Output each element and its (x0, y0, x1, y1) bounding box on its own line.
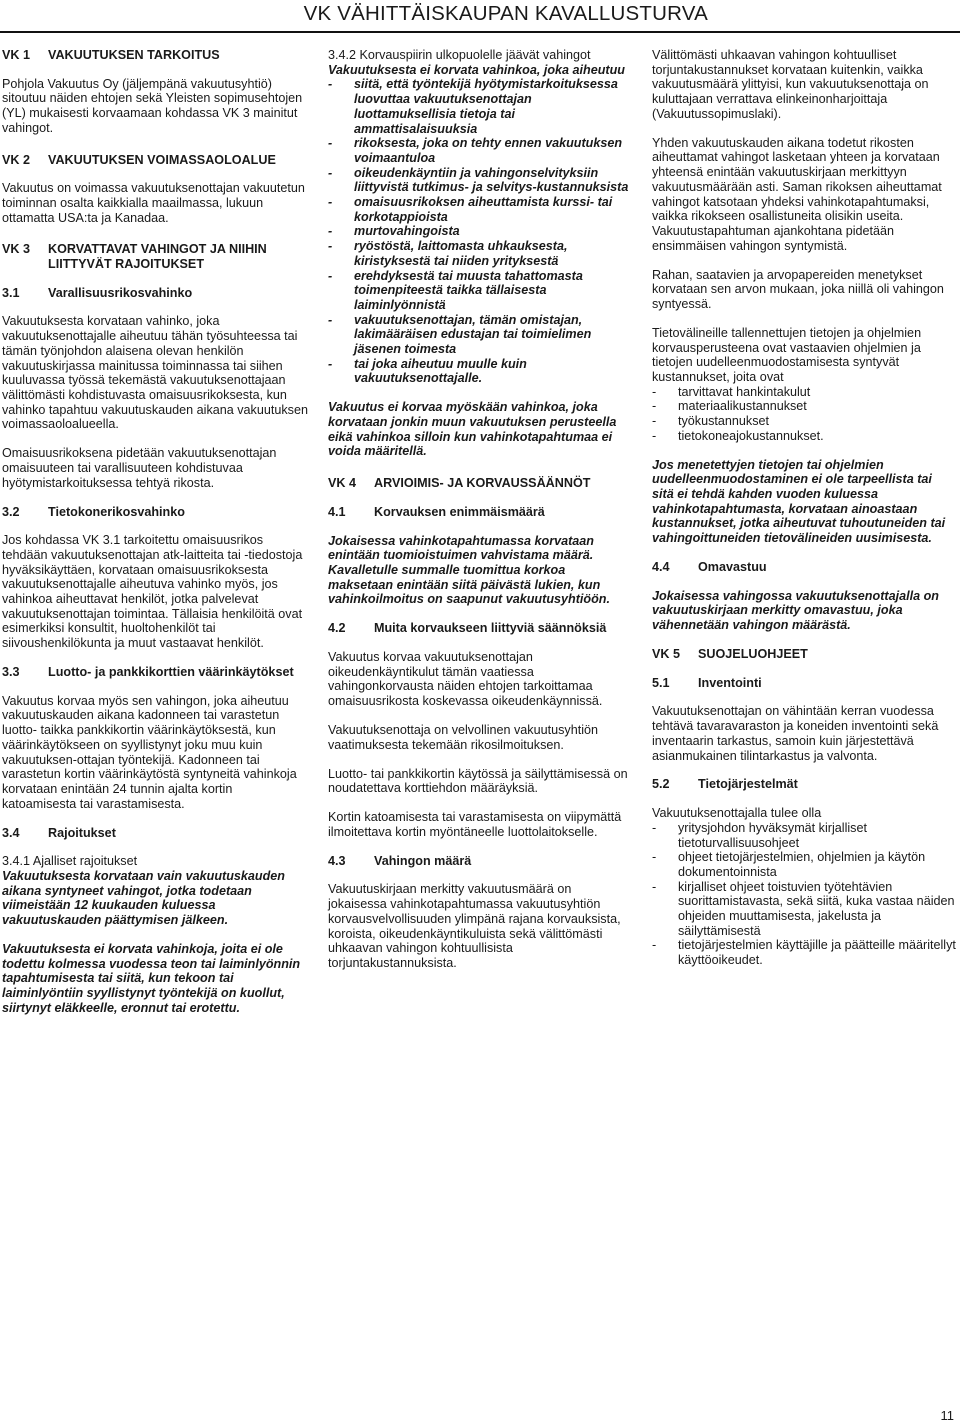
paragraph: Rahan, saatavien ja arvopapereiden menetykset korvataan sen arvon mukaan, joka niillä oli vahingon syntyessä. (652, 267, 944, 311)
heading-number: 4.1 (328, 504, 346, 519)
paragraph: Luotto- tai pankkikortin käytössä ja säilyttämisessä on noudatettava korttiehdon määräyksiä. (328, 766, 628, 796)
list-dash: - (328, 268, 333, 283)
heading-text: KORVATTAVAT VAHINGOT JA NIIHIN LIITTYVÄT RAJOITUKSET (48, 242, 267, 272)
heading-text: Tietokonerikosvahinko (48, 504, 185, 519)
paragraph-emphasis: Jokaisessa vahinkotapahtumassa korvataan enintään tuomioistuimen vahvistama määrä. Kavalletulle summalle tuomittua korkoa maksetaan enintään siitä päivästä lukien, kun vahinkoilmoitus on saapunut vakuutusyhtiöön. (328, 533, 610, 607)
heading-number: 5.2 (652, 777, 670, 792)
subsection-heading-4-2 (328, 621, 632, 636)
section-heading-vk2 (2, 153, 308, 168)
heading-number: VK 2 (2, 152, 30, 167)
heading-text: Muita korvaukseen liittyviä säännöksiä (374, 621, 607, 636)
list-item-text: murtovahingoista (354, 224, 460, 239)
page-header (0, 0, 960, 36)
page-number: 11 (940, 1408, 954, 1423)
list-dash: - (652, 820, 657, 835)
list-item-text: materiaalikustannukset (678, 399, 807, 414)
list-dash: - (328, 312, 333, 327)
subsection-heading-4-3 (328, 854, 632, 869)
list-item (652, 880, 957, 939)
list-dash: - (328, 136, 333, 151)
subsection-heading-3-1 (2, 286, 308, 301)
heading-text: Varallisuusrikosvahinko (48, 285, 193, 300)
list-item-text: omaisuusrikoksen aiheuttamista kurssi- tai korkotappioista (354, 195, 613, 224)
paragraph: Vakuutuksenottajan on vähintään kerran vuodessa tehtävä tavaravaraston ja koneiden inventointi sekä inventaarin tarkastus, samoin kuin järjestettävä asianmukainen tilintarkastus ja valvonta. (652, 704, 939, 763)
paragraph: Vakuutus korvaa vakuutuksenottajan oikeudenkäyntikulut tämän vaatiessa vahingonkorvausta näiden ehtojen tarkoittamaa omaisuusrikosta koskevassa oikeudenkäynnissä. (328, 649, 603, 709)
subsection-heading-4-1 (328, 505, 632, 520)
list-dash: - (652, 938, 657, 953)
list-dash: - (652, 879, 657, 894)
heading-number: VK 4 (328, 476, 356, 491)
heading-text: ARVIOIMIS- JA KORVAUSSÄÄNNÖT (374, 476, 591, 491)
list-item-text: rikoksesta, joka on tehty ennen vakuutuksen voimaantuloa (354, 136, 623, 165)
subsection-heading-5-1 (652, 676, 957, 691)
list-item-text: yritysjohdon hyväksymät kirjalliset tietoturvallisuusohjeet (678, 820, 867, 850)
heading-number: VK 5 (652, 647, 680, 662)
list-item-text: ryöstöstä, laittomasta uhkauksesta, kiristyksestä tai niiden yrityksestä (354, 239, 568, 268)
list-item-text: ohjeet tietojärjestelmien, ohjelmien ja käytön dokumentoinnista (678, 850, 926, 879)
subsection-label: 3.4.1 Ajalliset rajoitukset (2, 854, 138, 869)
list-item (652, 938, 957, 967)
subsection-heading-3-4 (2, 826, 308, 841)
column-left (2, 48, 308, 1030)
heading-text: Korvauksen enimmäismäärä (374, 504, 545, 519)
heading-number: 5.1 (652, 675, 670, 690)
heading-text: Luotto- ja pankkikorttien väärinkäytökset (48, 665, 294, 680)
subsection-label: 3.4.2 Korvauspiirin ulkopuolelle jäävät vahingot (328, 48, 591, 62)
list-dash: - (652, 399, 657, 414)
list-item (652, 385, 957, 400)
heading-text: SUOJELUOHJEET (698, 647, 808, 662)
section-heading-vk1 (2, 48, 308, 63)
section-heading-vk4 (328, 476, 632, 491)
heading-number: VK 1 (2, 48, 30, 62)
requirements-list (652, 821, 957, 968)
list-dash: - (328, 356, 333, 371)
list-item (328, 313, 632, 357)
paragraph-emphasis: Vakuutuksesta korvataan vain vakuutuskauden aikana syntyneet vahingot, jotka todetaan viimeistään 12 kuukauden kuluessa vakuutuskauden päättymisen jälkeen. (2, 868, 286, 928)
section-heading-vk3 (2, 242, 308, 271)
paragraph-emphasis: Vakuutus ei korvaa myöskään vahinkoa, joka korvataan jonkin muun vakuutuksen perusteella eikä vahinkoa silloin kun vahinkotapahtumaa ei voida määritellä. (328, 400, 617, 459)
subsection-heading-3-3 (2, 665, 308, 680)
heading-number: 4.2 (328, 621, 346, 636)
list-item (328, 357, 632, 386)
paragraph-emphasis: Vakuutuksesta ei korvata vahinkoja, joita ei ole todettu kolmessa vuodessa teon tai laiminlyönnin tapahtumisesta tai siitä, kun tekoon tai laiminlyöntiin syyllistynyt työntekijä on kuollut, siirtynyt eläkkeelle, eronnut tai erotettu. (2, 941, 301, 1015)
heading-number: VK 3 (2, 242, 30, 257)
heading-text: Tietojärjestelmät (698, 777, 798, 792)
list-item (328, 166, 632, 195)
list-item (328, 195, 632, 224)
list-item-text: oikeudenkäyntiin ja vahingonselvityksiin liittyvistä tutkimus- ja selvitys-kustannuksista (354, 165, 629, 195)
paragraph: Vakuutus on voimassa vakuutuksenottajan vakuutetun toiminnan osalta kaikkialla maailmassa, lukuun ottamatta USA:ta ja Kanadaa. (2, 181, 305, 225)
heading-text: VAKUUTUKSEN VOIMASSAOLOALUE (48, 152, 276, 167)
heading-number: 3.2 (2, 504, 20, 519)
paragraph: Vakuutus korvaa myös sen vahingon, joka aiheutuu vakuutuskauden aikana kadonneen tai varastetun luotto- taikka pankkikortin väärinkäytöksestä, kun väärinkäytökseen on syyllistynyt joku muu kuin vakuutuksen-ottajan työntekijä. Kadonneen tai varastetun kortin väärinkäytöstä syntyneitä vahinkoja korvataan enintään 24 tunnin ajalta kortin katoamisesta tai varastamisesta. (2, 693, 297, 811)
heading-text: Omavastuu (698, 560, 767, 575)
cost-list (652, 385, 957, 444)
paragraph: Jos kohdassa VK 3.1 tarkoitettu omaisuusrikos tehdään vakuutuksenottajan atk-laitteita tai -tiedostoja hyväksikäyttäen, korvataan omaisuusrikoksesta vakuutuksenottajalle aiheutuva vahinko myös, jos vahinkoa aiheuttavat henkilöt, jotka palvelevat vakuutuksenottajan toimintaa. Tällaisia henkilöitä ovat esimerkiksi konsultit, huoltohenkilöt tai siivoushenkilökunta ja muut vastaavat henkilöt. (2, 533, 303, 651)
paragraph: Tietovälineille tallennettujen tietojen ja ohjelmien korvausperusteena ovat vastaavien ohjelmien ja tietojen uudelleenmuodostamisesta syntyvät kustannukset, joita ovat (652, 325, 922, 384)
list-item (652, 821, 957, 850)
list-item-text: erehdyksestä tai muusta tahattomasta toimenpiteestä taikka tällaisesta laiminlyönnistä (354, 268, 583, 312)
list-item (652, 850, 957, 879)
section-heading-vk5 (652, 647, 957, 662)
list-item-text: tai joka aiheutuu muulle kuin vakuutuksenottajalle. (354, 356, 527, 386)
heading-number: 3.3 (2, 665, 20, 680)
list-item-text: kirjalliset ohjeet toistuvien työtehtävien suorittamistavasta, sekä siitä, kuka vastaa näiden ohjeiden muuttamisesta, jakelusta ja säilyttämisestä (678, 879, 955, 938)
list-item-text: vakuutuksenottajan, tämän omistajan, lakimääräisen edustajan tai toimielimen jäsenen toimesta (354, 312, 592, 357)
heading-number: 3.1 (2, 285, 20, 300)
column-middle (328, 48, 632, 985)
list-dash: - (652, 384, 657, 399)
heading-number: 4.4 (652, 560, 670, 575)
paragraph: Pohjola Vakuutus Oy (jäljempänä vakuutusyhtiö) sitoutuu näiden ehtojen sekä Yleisten sopimusehtojen (YL) mukaisesti korvaamaan kohdassa VK 3 mainitut vahingot. (2, 76, 303, 135)
document-title: VK VÄHITTÄISKAUPAN KAVALLUSTURVA (303, 2, 708, 25)
subsection-heading-3-2 (2, 505, 308, 520)
paragraph: Vakuutuksenottaja on velvollinen vakuutusyhtiön vaatimuksesta tekemään rikosilmoituksen. (328, 722, 599, 752)
list-item (328, 224, 632, 239)
list-item (328, 239, 632, 268)
paragraph: Vakuutuskirjaan merkitty vakuutusmäärä on jokaisessa vahinkotapahtumassa vakuutusyhtiön korvausvelvollisuuden ylimpänä rajana korvauksista, koroista, oikeudenkäyntikuluista sekä välittömästi uhkaavan vahingon kohtuullisista torjuntakustannuksista. (328, 882, 621, 970)
paragraph: Kortin katoamisesta tai varastamisesta on viipymättä ilmoitettava kortin myöntäneelle luottolaitokselle. (328, 810, 622, 839)
list-dash: - (652, 414, 657, 429)
list-dash: - (328, 195, 333, 210)
list-dash: - (328, 77, 333, 92)
list-item (328, 136, 632, 165)
list-item (652, 429, 957, 444)
list-item (328, 77, 632, 136)
paragraph: Välittömästi uhkaavan vahingon kohtuulliset torjuntakustannukset korvataan kuitenkin, vaikka vakuutusmäärä ylittyisi, kun vakuutuksenottaja on kuluttajaan verrattava elinkeinonharjoittaja (Vakuutussopimuslaki). (652, 48, 929, 121)
exclusion-list (328, 77, 632, 386)
heading-text: Inventointi (698, 675, 762, 690)
paragraph: Omaisuusrikoksena pidetään vakuutuksenottajan omaisuuteen tai varallisuuteen kohdistuvaa hyötymistarkoituksessa tehtyä rikosta. (2, 446, 277, 490)
paragraph-emphasis: Vakuutuksesta ei korvata vahinkoa, joka aiheutuu (328, 62, 625, 77)
paragraph: Vakuutuksesta korvataan vahinko, joka vakuutuksenottajalle aiheutuu tähän työsuhteessa tai tämän työnjohdon alaisena olevan henkilön vakuutuskirjassa mainitussa toiminnassa tai siihen kuuluvassa työssä tekemästä vakuutuksenottajaan välittömästi kohdistuvasta omaisuusrikoksesta, kun vahinko tapahtuu vakuutuskauden aikana vakuutuksen voimassaoloalueella. (2, 314, 308, 432)
list-dash: - (652, 428, 657, 443)
list-dash: - (328, 165, 333, 180)
list-item (328, 269, 632, 313)
list-dash: - (328, 224, 333, 239)
subsection-heading-5-2 (652, 777, 957, 792)
list-item (652, 414, 957, 429)
list-item-text: työkustannukset (678, 414, 770, 429)
subsection-heading-4-4 (652, 560, 957, 575)
heading-number: 3.4 (2, 825, 20, 840)
paragraph: Yhden vakuutuskauden aikana todetut rikosten aiheuttamat vahingot lasketaan yhteen ja korvataan yhteensä enintään vakuutuskirjaan merkittyyn vakuutusmäärään asti. Saman rikoksen aiheuttamat vahingot katsotaan yhdeksi vahinkotapahtumaksi, vaikka rikokseen osallistuneita olisikin useita. Vakuutustapahtuman ajankohtana pidetään ensimmäisen vahingon syntymistä. (652, 135, 942, 253)
column-right (652, 48, 957, 968)
paragraph: Vakuutuksenottajalla tulee olla (652, 806, 822, 821)
list-item-text: tietokoneajokustannukset. (678, 428, 824, 443)
header-rule (0, 31, 960, 33)
list-item-text: tietojärjestelmien käyttäjille ja päätteille määritellyt käyttöoikeudet. (678, 938, 956, 968)
heading-text: Vahingon määrä (374, 853, 472, 868)
paragraph-emphasis: Jos menetettyjen tietojen tai ohjelmien uudelleenmuodostaminen ei ole tarpeellista tai sitä ei tehdä kahden vuoden kuluessa vahinkotapahtumasta, korvataan ainoastaan kustannukset, jotka aiheutuvat tuhoutuneiden tai vahingoittuneiden tietovälineiden uusimisesta. (652, 457, 946, 546)
list-item (652, 399, 957, 414)
list-dash: - (328, 239, 333, 254)
list-item-text: tarvittavat hankintakulut (678, 384, 811, 399)
heading-text: Rajoitukset (48, 825, 116, 840)
list-dash: - (652, 850, 657, 865)
paragraph-emphasis: Jokaisessa vahingossa vakuutuksenottajalla on vakuutuskirjaan merkitty omavastuu, joka vähennetään vahingon määrästä. (652, 588, 939, 633)
heading-text: VAKUUTUKSEN TARKOITUS (48, 48, 220, 62)
list-item-text: siitä, että työntekijä hyötymistarkoituksessa luovuttaa vakuutuksenottajan luottamuksellisia tietoja tai ammattisalaisuuksia (354, 77, 618, 136)
heading-number: 4.3 (328, 853, 346, 868)
